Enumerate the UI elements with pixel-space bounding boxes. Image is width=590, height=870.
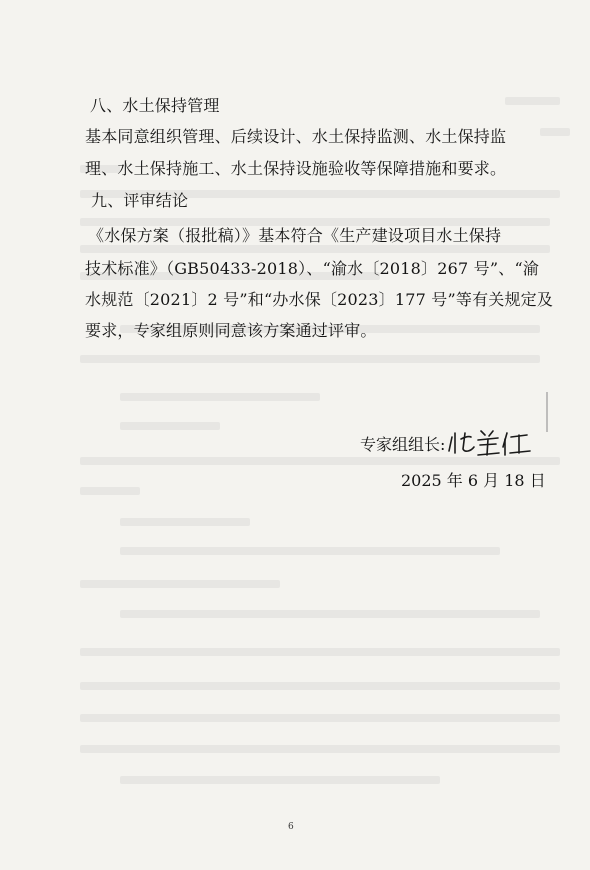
signing-date: 2025 年 6 月 18 日 [401,471,546,490]
section9-body-line-4: 要求，专家组原则同意该方案通过评审。 [85,321,377,340]
section9-body-line-2: 技术标准》（GB50433-2018）、“渝水〔2018〕267 号”、“渝 [85,259,540,278]
signature-row [360,427,533,459]
section8-body-line-1: 基本同意组织管理、后续设计、水土保持监测、水土保持监 [85,127,507,146]
section8-body-line-2: 理、水土保持施工、水土保持设施验收等保障措施和要求。 [85,159,507,178]
section9-body-line-3: 水规范〔2021〕2 号”和“办水保〔2023〕177 号”等有关规定及 [85,290,554,309]
section8-heading: 八、水土保持管理 [90,96,220,115]
signature-label: 专家组组长: [360,434,446,454]
page-number: 6 [288,822,294,832]
section9-body-line-1: 《水保方案（报批稿）》基本符合《生产建设项目水土保持 [88,226,502,245]
handwritten-signature [447,427,533,459]
edge-mark [546,392,548,432]
section9-heading: 九、评审结论 [91,191,189,210]
